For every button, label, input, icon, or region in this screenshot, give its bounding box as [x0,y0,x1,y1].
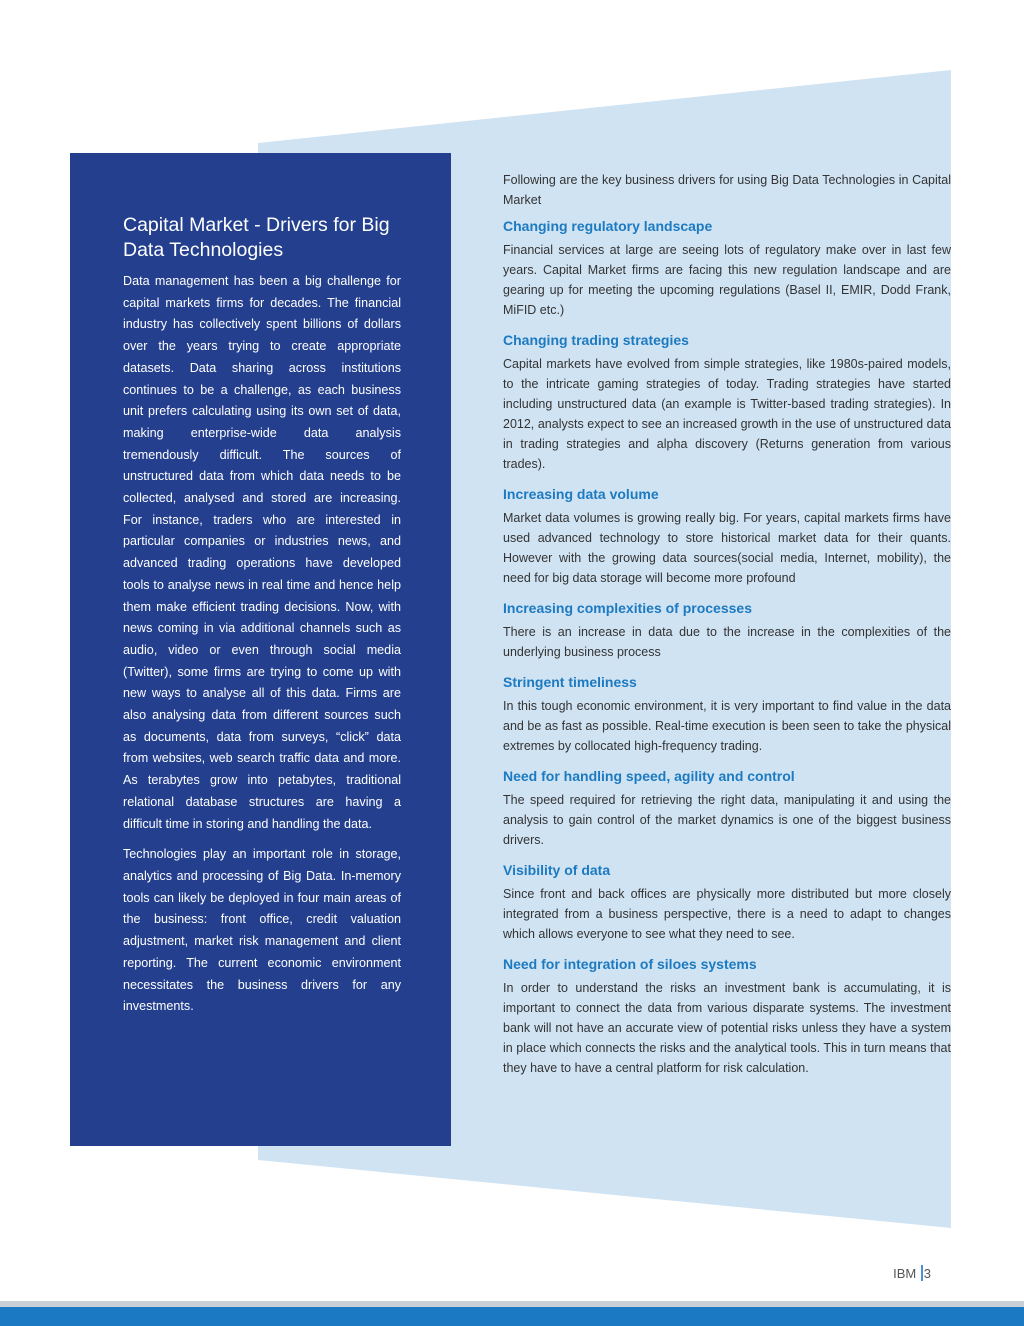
section-heading: Need for integration of siloes systems [503,956,757,972]
section-body: Market data volumes is growing really big. For years, capital markets firms have used advanced technology to store historical market data for their quants. However with the growing data sources(social media, Internet, mobility), the need for big data storage will become more profound [503,511,951,585]
page-footer [893,1265,931,1281]
section-speed-agility [503,766,951,850]
sidebar-paragraph: Technologies play an important role in storage, analytics and processing of Big Data. In-memory tools can likely be deployed in four main areas of the business: front office, credit valuation adjustment, market risk management and client reporting. The current economic environment necessitates the business drivers for any investments. [123,847,401,1014]
section-integration [503,954,951,1078]
section-heading: Increasing data volume [503,486,659,502]
sidebar-paragraph: Data management has been a big challenge for capital markets firms for decades. The financial industry has collectively spent billions of dollars over the years trying to create appropriate datasets. Data sharing across institutions continues to be a challenge, as each business unit prefers calculating using its own set of data, making enterprise-wide data analysis tremendously difficult. The sources of unstructured data from which data needs to be collected, analysed and stored are increasing. For instance, traders who are interested in particular companies or industries news, and advanced trading operations have developed tools to analyse news in real time and hence help them make efficient trading decisions. Now, with news coming in via additional channels such as audio, video or even through social media (Twitter), some firms are trying to come up with new ways to analyse all of this data. Firms are also analysing data from different sources such as documents, data from surveys, “click” data from websites, web search traffic data and more. As terabytes grow into petabytes, traditional relational database structures are having a difficult time in storing and handling the data. [123,274,401,831]
section-heading: Changing regulatory landscape [503,218,713,234]
section-heading: Increasing complexities of processes [503,600,752,616]
section-trading-strategies [503,330,951,474]
intro-text: Following are the key business drivers for using Big Data Technologies in Capital Market [503,173,951,207]
section-regulatory [503,216,951,320]
section-heading: Visibility of data [503,862,611,878]
section-heading: Need for handling speed, agility and control [503,768,795,784]
sidebar-panel [70,153,451,1146]
section-visibility [503,860,951,944]
footer-divider [921,1265,923,1281]
page-number: 3 [923,1265,931,1281]
section-timeliness [503,672,951,756]
footer-brand: IBM [893,1265,917,1281]
section-body: In this tough economic environment, it is very important to find value in the data and be as fast as possible. Real-time execution is been seen to take the physical extremes by collocated high-frequency trading. [503,699,951,753]
main-content [503,170,951,1088]
bottom-blue-bar [0,1307,1024,1326]
section-body: Since front and back offices are physically more distributed but more closely integrated from a business perspective, there is a need to adapt to changes which allows everyone to see what they need to see. [503,887,951,941]
section-body: Capital markets have evolved from simple strategies, like 1980s-paired models, to the intricate gaming strategies of today. Trading strategies have started including unstructured data (an example is Twitter-based trading strategies). In 2012, analysts expect to see an increased growth in the use of unstructured data in trading strategies and alpha discovery (Returns generation from various trades). [503,357,951,471]
sidebar-title: Capital Market - Drivers for Big Data Technologies [123,214,390,261]
section-complexities [503,598,951,662]
section-heading: Stringent timeliness [503,674,637,690]
section-data-volume [503,484,951,588]
section-body: There is an increase in data due to the increase in the complexities of the underlying business process [503,625,951,659]
section-body: The speed required for retrieving the right data, manipulating it and using the analysis to gain control of the market dynamics is one of the biggest business drivers. [503,793,951,847]
section-heading: Changing trading strategies [503,332,689,348]
section-body: Financial services at large are seeing lots of regulatory make over in last few years. Capital Market firms are facing this new regulation landscape and are gearing up for meeting the upcoming regulations (Basel II, EMIR, Dodd Frank, MiFID etc.) [503,243,951,317]
section-body: In order to understand the risks an investment bank is accumulating, it is important to connect the data from various disparate systems. The investment bank will not have an accurate view of potential risks unless they have a system in place which connects the risks and the analytical tools. This in turn means that they have to have a central platform for risk calculation. [503,981,951,1075]
